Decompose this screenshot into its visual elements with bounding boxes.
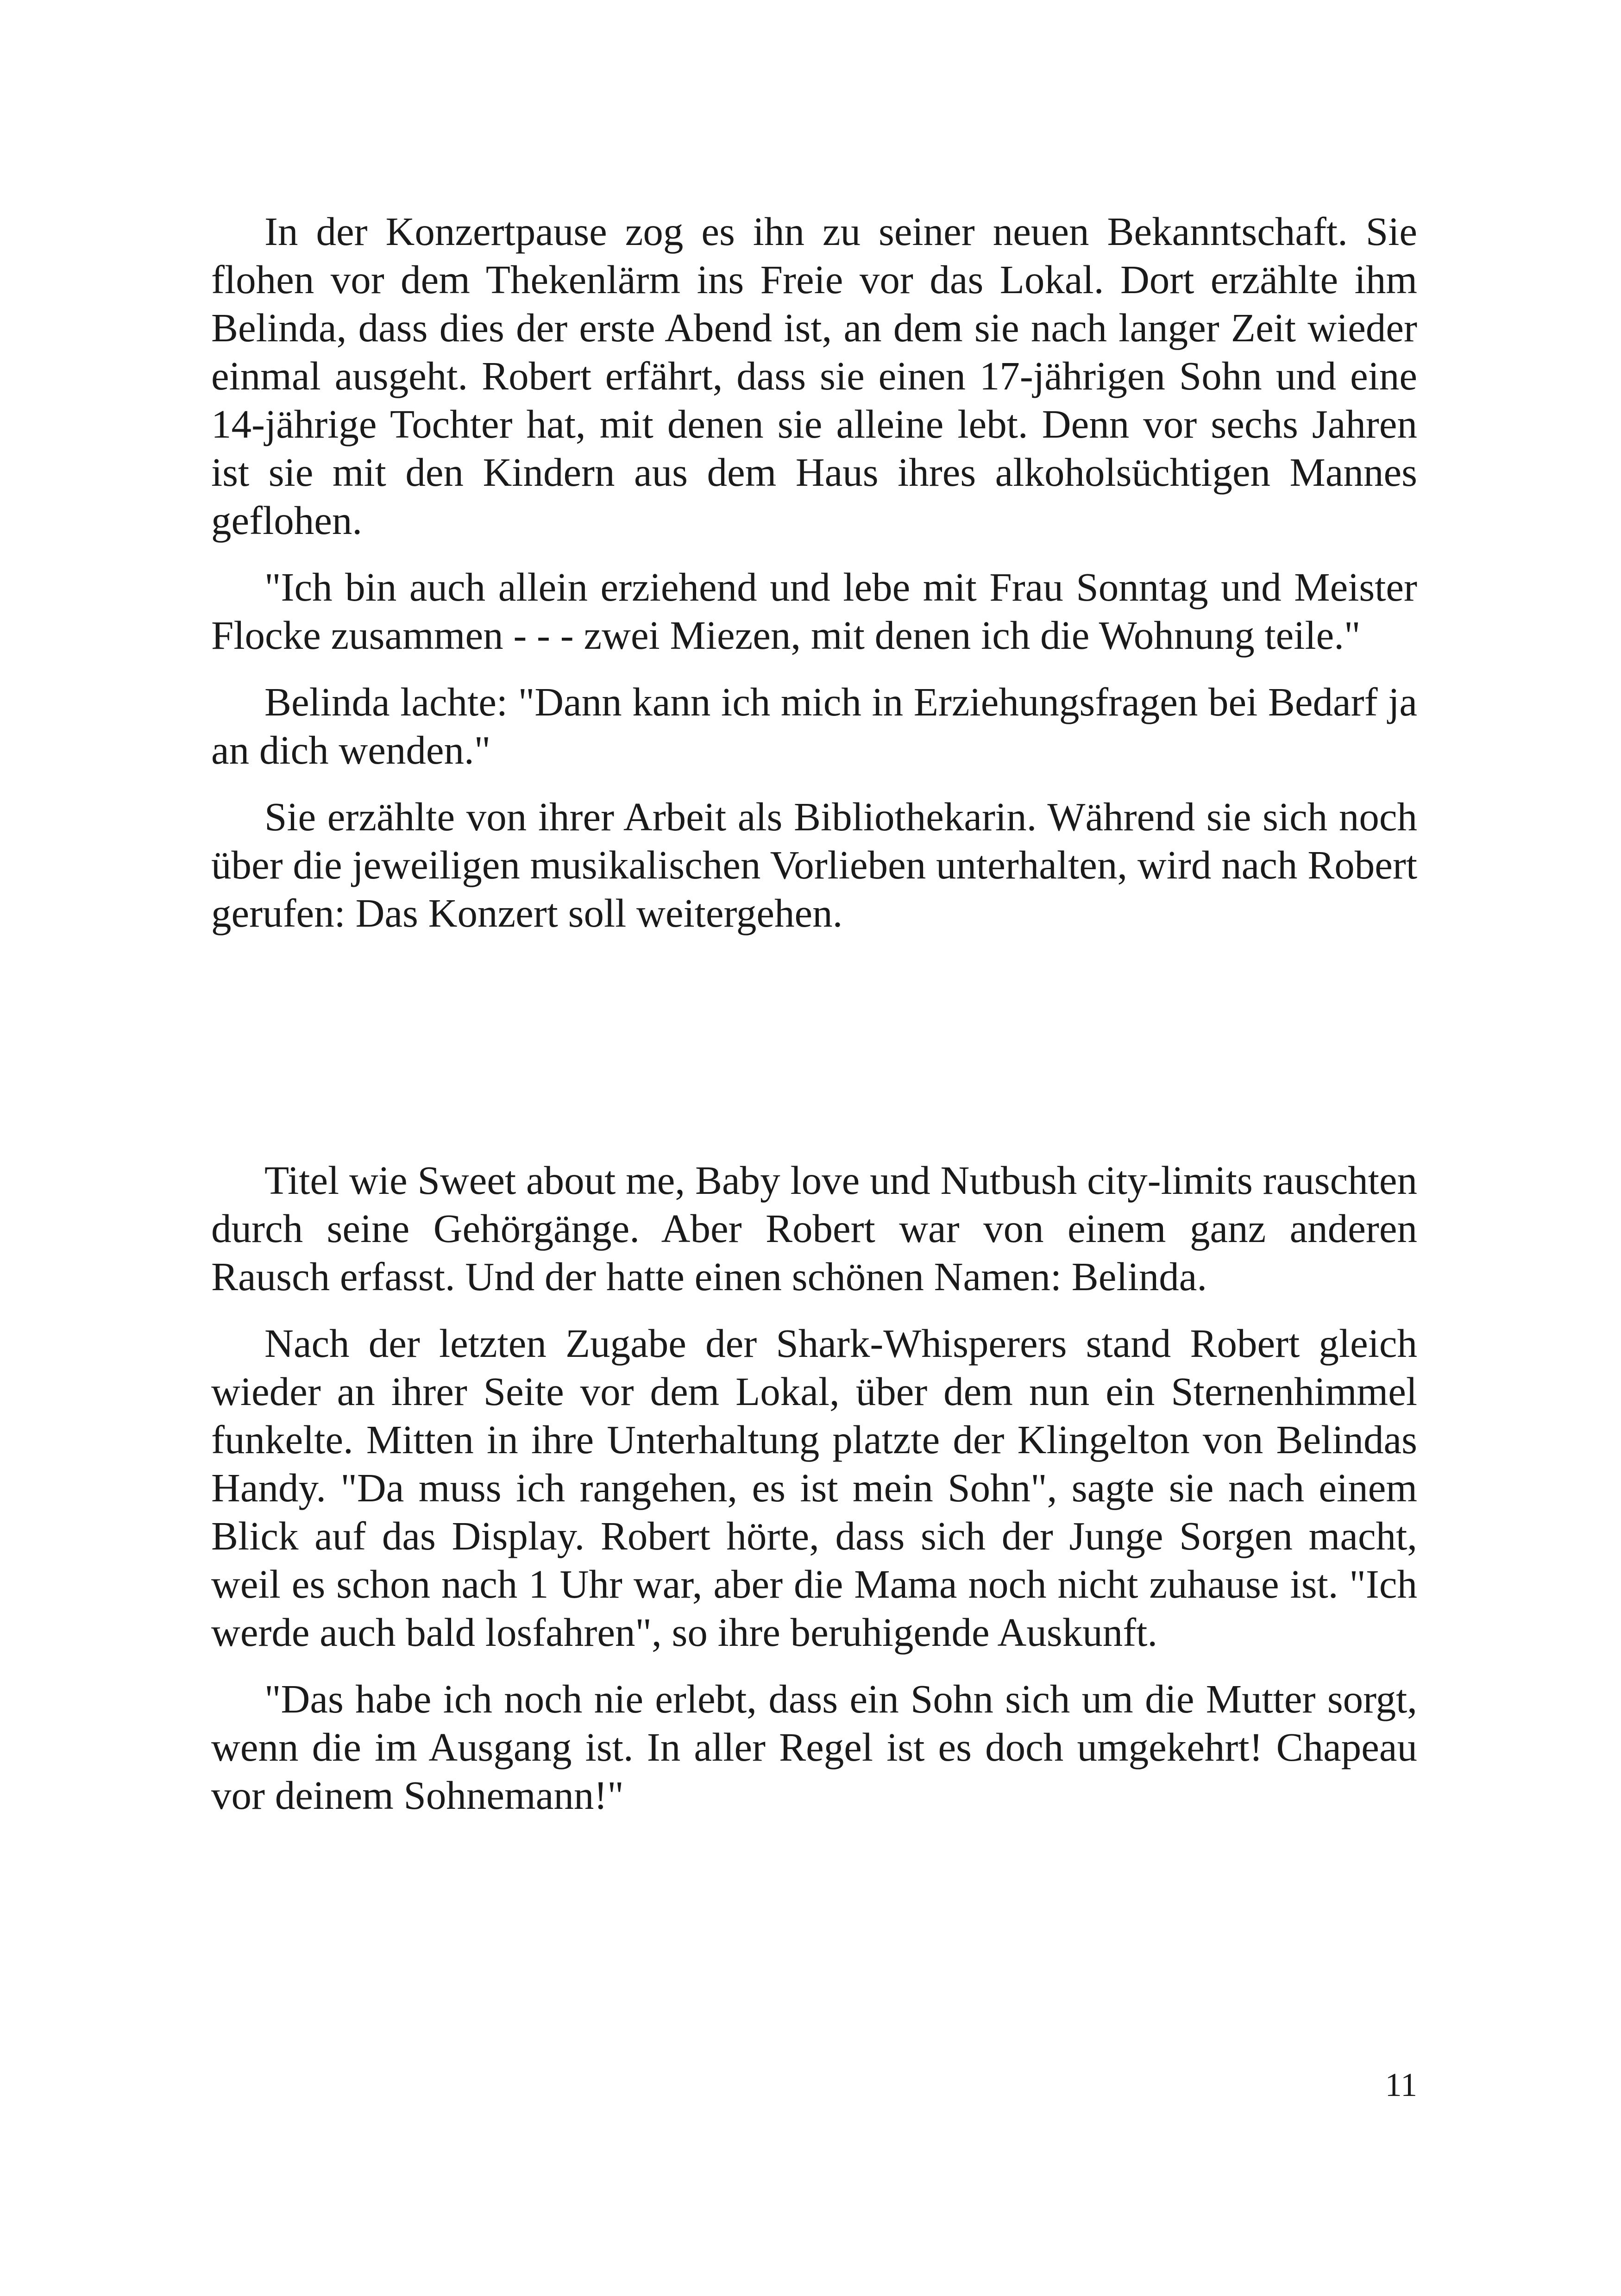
paragraph: "Das habe ich noch nie erlebt, dass ein Sohn sich um die Mutter sorgt, wenn die im Ausgang ist. In aller Regel ist es doch umgekehrt! Chapeau vor deinem Sohnemann!" bbox=[211, 1676, 1417, 1818]
text-section-one bbox=[211, 207, 1417, 937]
paragraph: Titel wie Sweet about me, Baby love und Nutbush city-limits rauschten durch seine Gehörgänge. Aber Robert war von einem ganz anderen Rausch erfasst. Und der hatte einen schönen Namen: Belinda. bbox=[211, 1158, 1417, 1299]
paragraph: Belinda lachte: "Dann kann ich mich in Erziehungsfragen bei Bedarf ja an dich wenden." bbox=[211, 679, 1417, 772]
paragraph: Nach der letzten Zugabe der Shark-Whisperers stand Robert gleich wieder an ihrer Seite vor dem Lokal, über dem nun ein Sternenhimmel funkelte. Mitten in ihre Unterhaltung platzte der Klingelton von Belindas Handy. "Da muss ich rangehen, es ist mein Sohn", sagte sie nach einem Blick auf das Display. Robert hörte, dass sich der Junge Sorgen macht, weil es schon nach 1 Uhr war, aber die Mama noch nicht zuhause ist. "Ich werde auch bald losfahren", so ihre beruhigende Auskunft. bbox=[211, 1321, 1417, 1655]
paragraph: "Ich bin auch allein erziehend und lebe mit Frau Sonntag und Meister Flocke zusammen - - - zwei Miezen, mit denen ich die Wohnung teile." bbox=[211, 565, 1417, 658]
page-number: 11 bbox=[1385, 2066, 1417, 2103]
text-section-two bbox=[211, 1156, 1417, 1819]
paragraph: In der Konzertpause zog es ihn zu seiner neuen Bekanntschaft. Sie flohen vor dem Thekenlärm ins Freie vor das Lokal. Dort erzählte ihm Belinda, dass dies der erste Abend ist, an dem sie nach langer Zeit wieder einmal ausgeht. Robert erfährt, dass sie einen 17-jährigen Sohn und eine 14-jährige Tochter hat, mit denen sie alleine lebt. Denn vor sechs Jahren ist sie mit den Kindern aus dem Haus ihres alkoholsüchtigen Mannes geflohen. bbox=[211, 209, 1417, 543]
paragraph: Sie erzählte von ihrer Arbeit als Bibliothekarin. Während sie sich noch über die jeweiligen musikalischen Vorlieben unterhalten, wird nach Robert gerufen: Das Konzert soll weitergehen. bbox=[211, 794, 1417, 935]
